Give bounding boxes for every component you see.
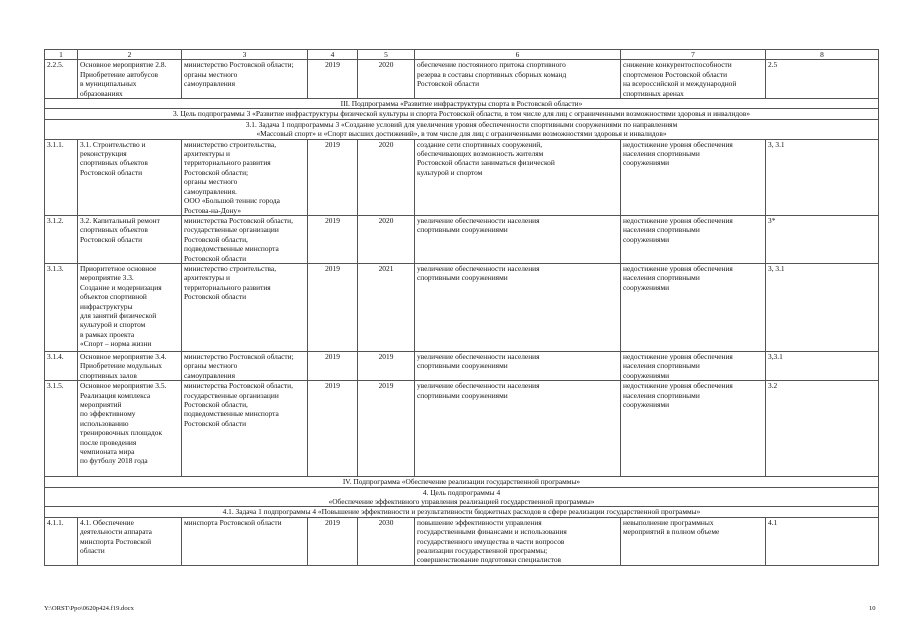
start-year-cell: 2019 <box>308 215 358 263</box>
executor-cell: министерства Ростовской области, государственные организации Ростовской области, подведомственные минспорта Ростовской области <box>182 215 308 263</box>
section-row <box>45 99 879 109</box>
table-row <box>45 139 879 215</box>
indicator-link-cell: 3, 3.1 <box>766 139 879 215</box>
executor-cell: минспорта Ростовской области <box>182 517 308 565</box>
end-year-cell: 2020 <box>358 215 415 263</box>
section-title: 3.1. Задача 1 подпрограммы 3 «Создание условий для увеличения уровня обеспеченности спортивными сооружениями по направлениям «Массовый спорт» и «Спорт высших достижений», в том числе для лиц с ограниченными возможностями здоровья и инвалидов» <box>45 119 879 139</box>
section-title: 4. Цель подпрограммы 4 «Обеспечение эффективного управления реализацией государственной программы» <box>45 487 879 507</box>
expected-result-cell: увеличение обеспеченности населения спортивными сооружениями <box>415 381 621 477</box>
header-cell: 1 <box>45 50 78 60</box>
section-title: IV. Подпрограмма «Обеспечение реализации государственной программы» <box>45 477 879 487</box>
event-name-cell: Основное мероприятие 2.8. Приобретение автобусов в муниципальных образованиях <box>78 60 182 99</box>
end-year-cell: 2020 <box>358 60 415 99</box>
event-name-cell: Основное мероприятие 3.4. Приобретение модульных спортивных залов <box>78 351 182 380</box>
start-year-cell: 2019 <box>308 139 358 215</box>
start-year-cell: 2019 <box>308 60 358 99</box>
program-table <box>44 49 879 566</box>
event-name-cell: 3.1. Строительство и реконструкция спортивных объектов Ростовской области <box>78 139 182 215</box>
executor-cell: министерство строительства, архитектуры и территориального развития Ростовской области; органы местного самоуправления. ООО «Большой теннис города Ростова-на-Дону» <box>182 139 308 215</box>
row-number-cell: 4.1.1. <box>45 517 78 565</box>
non-implementation-consequence-cell: снижение конкурентоспособности спортсменов Ростовской области на всероссийской и международной спортивных аренах <box>621 60 766 99</box>
executor-cell: министерство Ростовской области; органы местного самоуправления <box>182 60 308 99</box>
event-name-cell: Основное мероприятие 3.5. Реализация комплекса мероприятий по эффективному использованию тренировочных площадок после проведения чемпионата мира по футболу 2018 года <box>78 381 182 477</box>
expected-result-cell: увеличение обеспеченности населения спортивными сооружениями <box>415 263 621 351</box>
non-implementation-consequence-cell: недостижение уровня обеспечения населения спортивными сооружениями <box>621 351 766 380</box>
expected-result-cell: увеличение обеспеченности населения спортивными сооружениями <box>415 215 621 263</box>
non-implementation-consequence-cell: недостижение уровня обеспечения населения спортивными сооружениями <box>621 381 766 477</box>
expected-result-cell: создание сети спортивных сооружений, обеспечивающих возможность жителям Ростовской области заниматься физической культурой и спортом <box>415 139 621 215</box>
end-year-cell: 2030 <box>358 517 415 565</box>
table-row <box>45 263 879 351</box>
table-row <box>45 215 879 263</box>
non-implementation-consequence-cell: недостижение уровня обеспечения населения спортивными сооружениями <box>621 215 766 263</box>
row-number-cell: 3.1.4. <box>45 351 78 380</box>
end-year-cell: 2019 <box>358 381 415 477</box>
header-cell: 7 <box>621 50 766 60</box>
section-row <box>45 109 879 119</box>
table-row <box>45 60 879 99</box>
indicator-link-cell: 4.1 <box>766 517 879 565</box>
indicator-link-cell: 3,3.1 <box>766 351 879 380</box>
event-name-cell: 3.2. Капитальный ремонт спортивных объектов Ростовской области <box>78 215 182 263</box>
section-row <box>45 119 879 139</box>
non-implementation-consequence-cell: недостижение уровня обеспечения населения спортивными сооружениями <box>621 263 766 351</box>
header-cell: 8 <box>766 50 879 60</box>
executor-cell: министерство строительства, архитектуры и территориального развития Ростовской области <box>182 263 308 351</box>
table-row <box>45 381 879 477</box>
header-cell: 3 <box>182 50 308 60</box>
event-name-cell: Приоритетное основное мероприятие 3.3. Создание и модернизация объектов спортивной инфраструктуры для занятий физической культурой и спортом в рамках проекта «Спорт – норма жизни <box>78 263 182 351</box>
start-year-cell: 2019 <box>308 381 358 477</box>
executor-cell: министерство Ростовской области; органы местного самоуправления <box>182 351 308 380</box>
section-row <box>45 487 879 507</box>
end-year-cell: 2021 <box>358 263 415 351</box>
header-cell: 4 <box>308 50 358 60</box>
header-row <box>45 50 879 60</box>
indicator-link-cell: 3, 3.1 <box>766 263 879 351</box>
section-title: 4.1. Задача 1 подпрограммы 4 «Повышение эффективности и результативности бюджетных расходов в сфере реализации государственной программы» <box>45 507 879 517</box>
end-year-cell: 2019 <box>358 351 415 380</box>
indicator-link-cell: 2.5 <box>766 60 879 99</box>
executor-cell: министерства Ростовской области, государственные организации Ростовской области, подведомственные минспорта Ростовской области <box>182 381 308 477</box>
indicator-link-cell: 3.2 <box>766 381 879 477</box>
row-number-cell: 3.1.2. <box>45 215 78 263</box>
section-row <box>45 477 879 487</box>
indicator-link-cell: 3* <box>766 215 879 263</box>
section-title: 3. Цель подпрограммы 3 «Развитие инфраструктуры физической культуры и спорта Ростовской области, в том числе для лиц с ограниченными возможностями здоровья и инвалидов» <box>45 109 879 119</box>
row-number-cell: 3.1.5. <box>45 381 78 477</box>
expected-result-cell: увеличение обеспеченности населения спортивными сооружениями <box>415 351 621 380</box>
start-year-cell: 2019 <box>308 263 358 351</box>
table-row <box>45 517 879 565</box>
event-name-cell: 4.1. Обеспечение деятельности аппарата минспорта Ростовской области <box>78 517 182 565</box>
row-number-cell: 3.1.3. <box>45 263 78 351</box>
non-implementation-consequence-cell: недостижение уровня обеспечения населения спортивными сооружениями <box>621 139 766 215</box>
section-row <box>45 507 879 517</box>
section-title: III. Подпрограмма «Развитие инфраструктуры спорта в Ростовской области» <box>45 99 879 109</box>
table-row <box>45 351 879 380</box>
start-year-cell: 2019 <box>308 517 358 565</box>
start-year-cell: 2019 <box>308 351 358 380</box>
row-number-cell: 3.1.1. <box>45 139 78 215</box>
header-cell: 2 <box>78 50 182 60</box>
header-cell: 6 <box>415 50 621 60</box>
expected-result-cell: повышение эффективности управления государственными финансами и использования государственного имущества в части вопросов реализации государственной программы; совершенствование подготовки специалистов <box>415 517 621 565</box>
expected-result-cell: обеспечение постоянного притока спортивного резерва в составы спортивных сборных команд Ростовской области <box>415 60 621 99</box>
footer-page-number: 10 <box>869 605 876 612</box>
end-year-cell: 2020 <box>358 139 415 215</box>
header-cell: 5 <box>358 50 415 60</box>
row-number-cell: 2.2.5. <box>45 60 78 99</box>
non-implementation-consequence-cell: невыполнение программных мероприятий в полном объеме <box>621 517 766 565</box>
footer-file-path: Y:\ORST\Ppo\0620p424.f19.docx <box>44 605 134 612</box>
